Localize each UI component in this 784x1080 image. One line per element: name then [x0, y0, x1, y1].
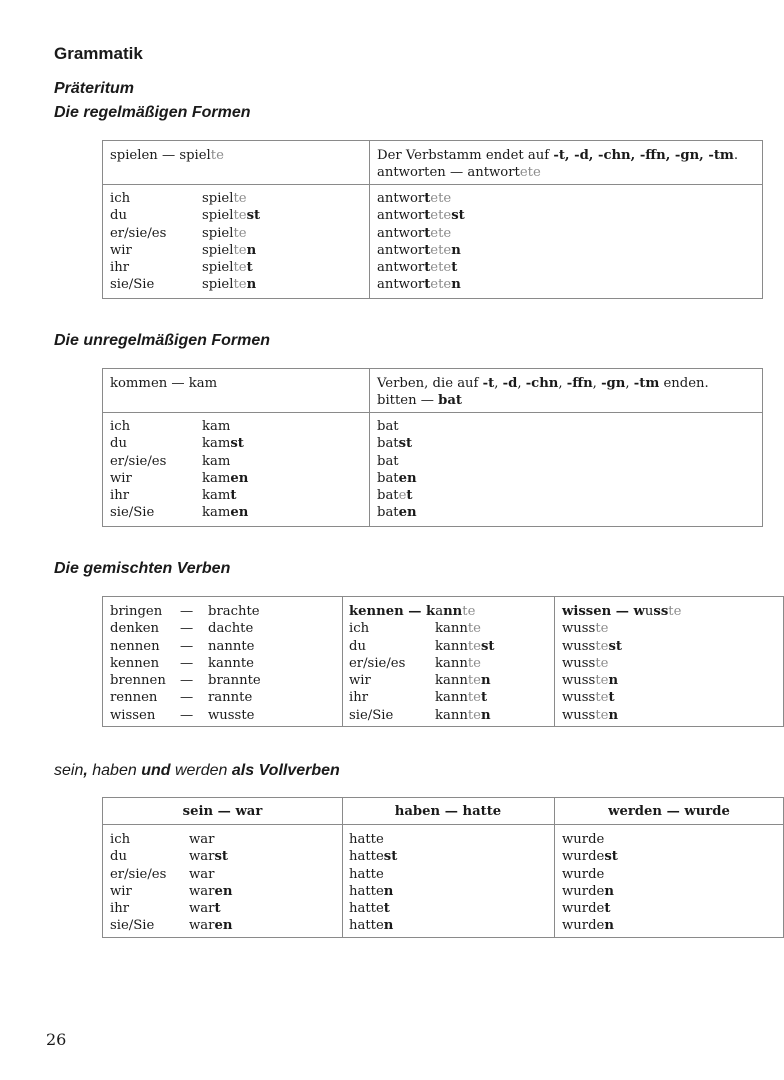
verb-form: warst	[189, 849, 228, 865]
verb-form: kamen	[202, 505, 249, 521]
heading-regular-forms: Die regelmäßigen Formen	[54, 104, 251, 121]
verb-form: bat	[377, 453, 399, 469]
verb-form: wusste	[562, 621, 609, 637]
mixed-verbs-table	[102, 596, 784, 727]
table-row: ihr kamt	[110, 488, 237, 504]
verb-form: baten	[377, 470, 417, 486]
verb-form: antwortetest	[377, 208, 465, 224]
verb-form: wurden	[562, 883, 614, 899]
verb-form: antwortetet	[377, 260, 458, 276]
irregular-bitten-conjugation	[377, 418, 417, 522]
regular-antworten-conjugation	[377, 190, 465, 294]
regular-rule-text: Der Verbstamm endet auf -t, -d, -chn, -ffn, -gn, -tm.	[377, 148, 739, 163]
subtitle-praeteritum: Präteritum	[54, 80, 135, 97]
verb-form: kannte	[435, 655, 481, 671]
verb-form: war	[189, 866, 215, 882]
full-verbs-table	[102, 797, 784, 938]
verb-form: wurdet	[562, 901, 611, 917]
table-row: ihr kanntet	[349, 690, 488, 706]
verb-form: kanntest	[435, 638, 495, 654]
verb-form: spielte	[202, 225, 247, 241]
heading-full-verbs: sein, haben und werden als Vollverben	[54, 762, 340, 779]
verb-form: wurde	[562, 832, 605, 847]
mixed-verb-list	[110, 603, 261, 724]
table-row: er/sie/es war	[110, 866, 215, 882]
verb-form: spielten	[202, 242, 257, 258]
regular-example-text: antworten — antwortete	[377, 165, 541, 181]
page-number: 26	[46, 1030, 67, 1049]
verb-form: hatten	[349, 883, 394, 899]
verb-form: wusstet	[562, 690, 615, 706]
list-item: nennen — nannte	[110, 638, 255, 654]
irregular-right-header	[377, 375, 709, 410]
verb-form: kamen	[202, 470, 249, 486]
table-row: sie/Sie waren	[110, 918, 233, 934]
verb-form: kam	[202, 453, 231, 469]
werden-conjugation	[562, 831, 618, 935]
table-row: ihr wart	[110, 901, 221, 917]
verb-form: wussten	[562, 673, 619, 689]
regular-conjugation	[110, 190, 260, 294]
irregular-rule-text: Verben, die auf -t, -d, -chn, -ffn, -gn, -tm enden.	[377, 376, 709, 391]
table-row: ihr spieltet	[110, 260, 253, 276]
list-item: brennen — brannte	[110, 673, 261, 689]
section-title: Grammatik	[54, 44, 143, 63]
haben-conjugation	[349, 831, 397, 935]
verb-form: spielten	[202, 277, 257, 293]
verb-form: spieltest	[202, 208, 261, 224]
verb-form: kannten	[435, 673, 491, 689]
table-row: wir spielten	[110, 242, 257, 258]
table-row: sie/Sie spielten	[110, 277, 257, 293]
verb-form: batet	[377, 488, 413, 504]
table-row: ich spielte	[110, 191, 247, 206]
table-row: wir kannten	[349, 673, 491, 689]
list-item: wissen — wusste	[110, 707, 255, 723]
verb-form: spieltet	[202, 260, 253, 276]
verb-form: wusste	[562, 655, 609, 671]
table-row: du kanntest	[349, 638, 495, 654]
verb-form: wurden	[562, 918, 614, 934]
verb-form: kannte	[435, 621, 481, 637]
table-row: du kamst	[110, 436, 244, 452]
werden-header: werden — wurde	[608, 804, 730, 819]
verb-form: antworteten	[377, 277, 461, 293]
verb-form: wussten	[562, 707, 619, 723]
regular-left-header: spielen — spielte	[110, 148, 224, 163]
verb-form: kanntet	[435, 690, 488, 706]
table-row: sie/Sie kamen	[110, 505, 249, 521]
verb-form: kam	[202, 419, 231, 434]
list-item: rennen — rannte	[110, 690, 253, 706]
table-row: er/sie/es kannte	[349, 655, 481, 671]
sein-header: sein — war	[182, 804, 263, 819]
heading-mixed-verbs: Die gemischten Verben	[54, 560, 231, 577]
verb-form: antwortete	[377, 191, 452, 206]
regular-right-header	[377, 147, 738, 182]
verb-form: batst	[377, 436, 413, 452]
table-row: ich kam	[110, 419, 231, 434]
verb-form: hatten	[349, 918, 394, 934]
irregular-conjugation	[110, 418, 248, 522]
kennen-header: kennen — kannte	[349, 604, 476, 619]
verb-form: wurde	[562, 866, 605, 882]
list-item: denken — dachte	[110, 621, 254, 637]
regular-forms-table	[102, 140, 763, 299]
verb-form: bat	[377, 419, 399, 434]
verb-form: kamt	[202, 488, 237, 504]
verb-form: hatte	[349, 866, 384, 882]
wissen-conjugation	[562, 603, 681, 724]
list-item: bringen — brachte	[110, 604, 260, 619]
sein-conjugation	[110, 831, 232, 935]
verb-form: war	[189, 832, 215, 847]
verb-form: waren	[189, 883, 233, 899]
table-row: sie/Sie kannten	[349, 707, 491, 723]
verb-form: hattest	[349, 849, 398, 865]
verb-form: kannten	[435, 707, 491, 723]
kennen-conjugation	[349, 603, 494, 724]
verb-form: hatte	[349, 832, 384, 847]
table-row: ich kannte	[349, 621, 481, 637]
verb-form: wurdest	[562, 849, 618, 865]
verb-form: wusstest	[562, 638, 622, 654]
irregular-example-text: bitten — bat	[377, 393, 462, 409]
table-row: wir waren	[110, 883, 233, 899]
verb-form: antworteten	[377, 242, 461, 258]
table-row: er/sie/es spielte	[110, 225, 247, 241]
table-row: ich war	[110, 832, 215, 847]
verb-form: hattet	[349, 901, 390, 917]
table-row: er/sie/es kam	[110, 453, 231, 469]
haben-header: haben — hatte	[394, 804, 502, 819]
list-item: kennen — kannte	[110, 655, 254, 671]
verb-form: wart	[189, 901, 221, 917]
verb-form: baten	[377, 505, 417, 521]
verb-form: kamst	[202, 436, 244, 452]
wissen-header: wissen — wusste	[562, 604, 682, 619]
irregular-forms-table	[102, 368, 763, 527]
verb-form: spielte	[202, 191, 247, 206]
table-row: du spieltest	[110, 208, 261, 224]
table-row: wir kamen	[110, 470, 249, 486]
irregular-left-header: kommen — kam	[110, 376, 218, 391]
table-row: du warst	[110, 849, 228, 865]
verb-form: waren	[189, 918, 233, 934]
heading-irregular-forms: Die unregelmäßigen Formen	[54, 332, 271, 349]
verb-form: antwortete	[377, 225, 452, 241]
